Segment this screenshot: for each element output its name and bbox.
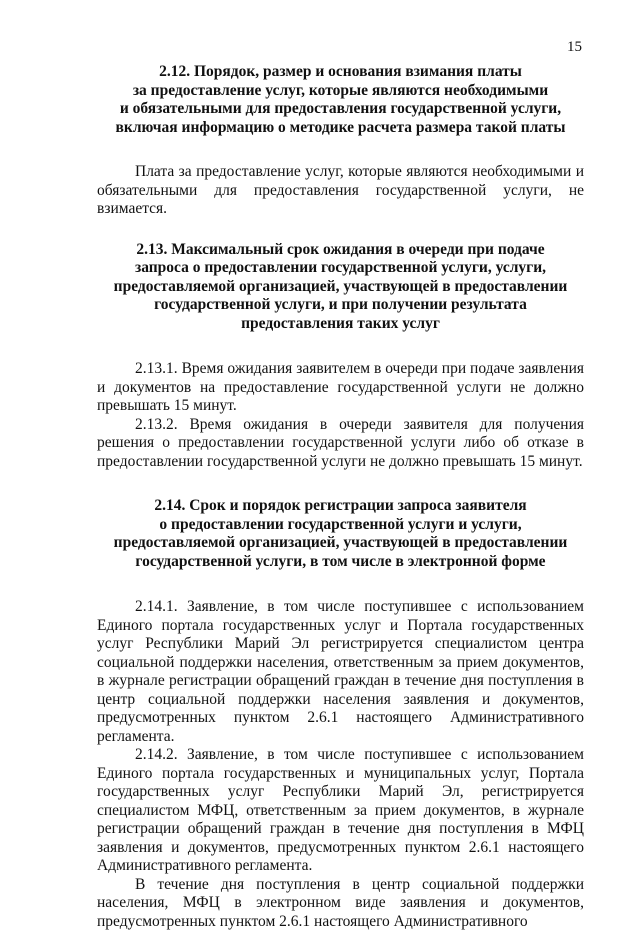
section-heading	[97, 63, 584, 137]
paragraph: 2.13.2. Время ожидания в очереди заявителя для получения решения о предоставлении государственной услуги либо об отказе в предоставлении государственной услуги не должно превышать 15 минут.	[97, 416, 584, 472]
heading-line: предоставляемой организацией, участвующей в предоставлении	[97, 534, 584, 553]
heading-line: 2.12. Порядок, размер и основания взимания платы	[97, 63, 584, 82]
section-2-13	[97, 241, 584, 472]
heading-line: включая информацию о методике расчета размера такой платы	[97, 119, 584, 138]
heading-line: государственной услуги, и при получении результата	[97, 296, 584, 315]
heading-line: и обязательными для предоставления государственной услуги,	[97, 100, 584, 119]
section-heading	[97, 241, 584, 334]
heading-line: предоставляемой организацией, участвующей в предоставлении	[97, 278, 584, 297]
heading-line: о предоставлении государственной услуги и услуги,	[97, 516, 584, 535]
section-2-12	[97, 63, 584, 219]
heading-line: за предоставление услуг, которые являются необходимыми	[97, 82, 584, 101]
heading-line: государственной услуги, в том числе в электронной форме	[97, 553, 584, 572]
heading-line: предоставления таких услуг	[97, 315, 584, 334]
heading-line: 2.14. Срок и порядок регистрации запроса заявителя	[97, 497, 584, 516]
section-2-14	[97, 497, 584, 931]
page-content	[97, 63, 584, 931]
page-number: 15	[567, 38, 582, 56]
heading-line: запроса о предоставлении государственной услуги, услуги,	[97, 259, 584, 278]
heading-line: 2.13. Максимальный срок ожидания в очереди при подаче	[97, 241, 584, 260]
paragraph: Плата за предоставление услуг, которые являются необходимыми и обязательными для предоставления государственной услуги, не взимается.	[97, 163, 584, 219]
paragraph: 2.14.2. Заявление, в том числе поступившее с использованием Единого портала государственных и муниципальных услуг, Портала государственных услуг Республики Марий Эл, регистрируется специалистом МФЦ, ответственным за прием документов, в журнале регистрации обращений граждан в течение дня поступления в МФЦ заявления и документов, предусмотренных пунктом 2.6.1 настоящего Административного регламента.	[97, 746, 584, 876]
paragraph: 2.13.1. Время ожидания заявителем в очереди при подаче заявления и документов на предоставление государственной услуги не должно превышать 15 минут.	[97, 360, 584, 416]
section-heading	[97, 497, 584, 571]
paragraph: 2.14.1. Заявление, в том числе поступившее с использованием Единого портала государственных услуг и Портала государственных услуг Республики Марий Эл регистрируется специалистом центра социальной поддержки населения, ответственным за прием документов, в журнале регистрации обращений граждан в течение дня поступления в центр социальной поддержки населения заявления и документов, предусмотренных пунктом 2.6.1 настоящего Административного регламента.	[97, 598, 584, 746]
paragraph: В течение дня поступления в центр социальной поддержки населения, МФЦ в электронном виде заявления и документов, предусмотренных пунктом 2.6.1 настоящего Административного	[97, 876, 584, 931]
